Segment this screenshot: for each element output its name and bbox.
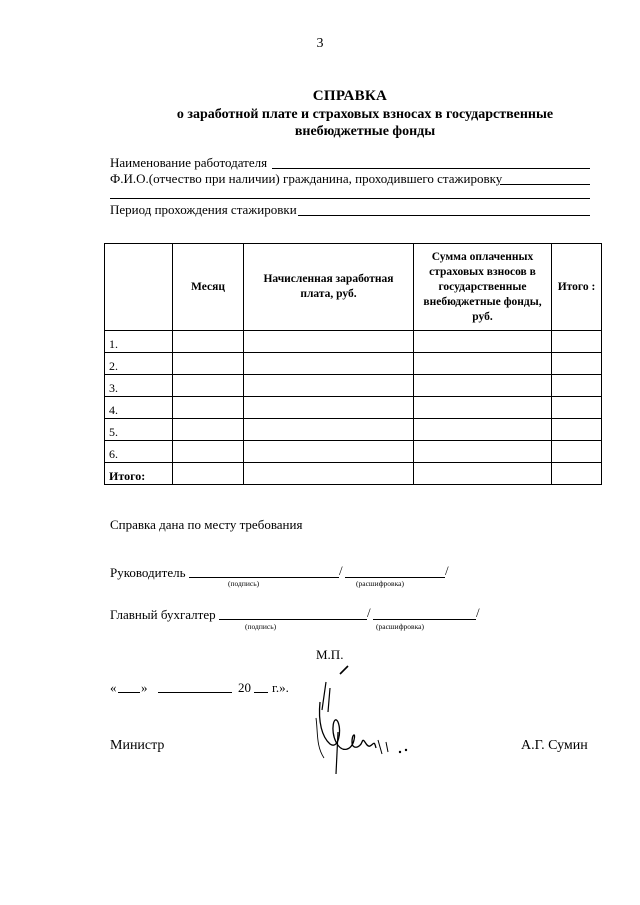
- date-year-line[interactable]: [254, 692, 268, 693]
- fio-label: Ф.И.О.(отчество при наличии) гражданина, проходившего стажировку: [110, 171, 503, 186]
- table-total-row: [105, 463, 602, 485]
- date-close-quote: »: [141, 680, 148, 695]
- contributions-cell[interactable]: [414, 375, 552, 397]
- table-row: [105, 397, 602, 419]
- stamp-label: М.П.: [316, 647, 344, 662]
- month-cell[interactable]: [173, 441, 244, 463]
- minister-position: Министр: [110, 738, 165, 753]
- salary-cell[interactable]: [244, 353, 414, 375]
- month-cell[interactable]: [173, 397, 244, 419]
- table-header-row: [105, 244, 602, 331]
- total-salary-cell[interactable]: [244, 463, 414, 485]
- date-century: 20: [238, 680, 251, 695]
- date-month-line[interactable]: [158, 692, 232, 693]
- accountant-caption-decoding: (расшифровка): [376, 622, 424, 631]
- date-open-quote: «: [110, 680, 117, 695]
- table-row: [105, 331, 602, 353]
- note-text: Справка дана по месту требования: [110, 517, 303, 532]
- contributions-cell[interactable]: [414, 419, 552, 441]
- row-number: 1.: [105, 331, 173, 353]
- contributions-cell[interactable]: [414, 397, 552, 419]
- table-row: [105, 419, 602, 441]
- total-cell[interactable]: [552, 375, 602, 397]
- head-label: Руководитель: [110, 565, 186, 580]
- accountant-decoding-line[interactable]: [373, 619, 476, 620]
- minister-signature: [308, 662, 428, 782]
- grand-total-cell[interactable]: [552, 463, 602, 485]
- header-contributions: Сумма оплаченных страховых взносов в государственные внебюджетные фонды, руб.: [414, 244, 552, 331]
- head-caption-signature: (подпись): [228, 579, 260, 588]
- date-day-line[interactable]: [118, 692, 140, 693]
- contributions-cell[interactable]: [414, 353, 552, 375]
- employer-label: Наименование работодателя: [110, 155, 268, 170]
- fio-underline[interactable]: [500, 184, 590, 185]
- document-subtitle: [100, 106, 630, 140]
- row-number: 4.: [105, 397, 173, 419]
- row-number: 6.: [105, 441, 173, 463]
- total-cell[interactable]: [552, 441, 602, 463]
- document-title: СПРАВКА: [312, 88, 388, 104]
- minister-name: А.Г. Сумин: [521, 738, 588, 753]
- blank-line-1[interactable]: [110, 198, 590, 199]
- total-cell[interactable]: [552, 419, 602, 441]
- period-underline[interactable]: [298, 215, 590, 216]
- accountant-slash-2: /: [476, 605, 480, 620]
- subtitle-line-2: внебюджетные фонды: [294, 124, 436, 139]
- total-cell[interactable]: [552, 397, 602, 419]
- employer-underline[interactable]: [272, 168, 590, 169]
- contributions-cell[interactable]: [414, 331, 552, 353]
- table-row: [105, 375, 602, 397]
- month-cell[interactable]: [173, 331, 244, 353]
- head-caption-decoding: (расшифровка): [356, 579, 404, 588]
- total-cell[interactable]: [552, 353, 602, 375]
- month-cell[interactable]: [173, 375, 244, 397]
- row-number: 3.: [105, 375, 173, 397]
- period-label: Период прохождения стажировки: [110, 202, 297, 217]
- accountant-caption-signature: (подпись): [245, 622, 277, 631]
- subtitle-line-1: о заработной плате и страховых взносах в государственные: [176, 107, 554, 122]
- header-month: Месяц: [173, 244, 244, 331]
- salary-table: [104, 243, 602, 485]
- accountant-label: Главный бухгалтер: [110, 607, 216, 622]
- total-label: Итого:: [105, 463, 173, 485]
- head-decoding-line[interactable]: [345, 577, 445, 578]
- row-number: 5.: [105, 419, 173, 441]
- accountant-signature-line[interactable]: [219, 619, 367, 620]
- row-number: 2.: [105, 353, 173, 375]
- salary-cell[interactable]: [244, 441, 414, 463]
- accountant-slash-1: /: [367, 605, 371, 620]
- page-number: 3: [316, 36, 324, 51]
- header-index: [105, 244, 173, 331]
- salary-cell[interactable]: [244, 397, 414, 419]
- total-month-cell[interactable]: [173, 463, 244, 485]
- date-year-suffix: г.».: [272, 680, 289, 695]
- salary-cell[interactable]: [244, 419, 414, 441]
- head-slash-2: /: [445, 563, 449, 578]
- head-slash-1: /: [339, 563, 343, 578]
- total-contributions-cell[interactable]: [414, 463, 552, 485]
- salary-cell[interactable]: [244, 331, 414, 353]
- table-row: [105, 441, 602, 463]
- month-cell[interactable]: [173, 353, 244, 375]
- table-row: [105, 353, 602, 375]
- header-salary: Начисленная заработная плата, руб.: [244, 244, 414, 331]
- head-signature-line[interactable]: [189, 577, 339, 578]
- month-cell[interactable]: [173, 419, 244, 441]
- contributions-cell[interactable]: [414, 441, 552, 463]
- header-total: Итого :: [552, 244, 602, 331]
- total-cell[interactable]: [552, 331, 602, 353]
- salary-cell[interactable]: [244, 375, 414, 397]
